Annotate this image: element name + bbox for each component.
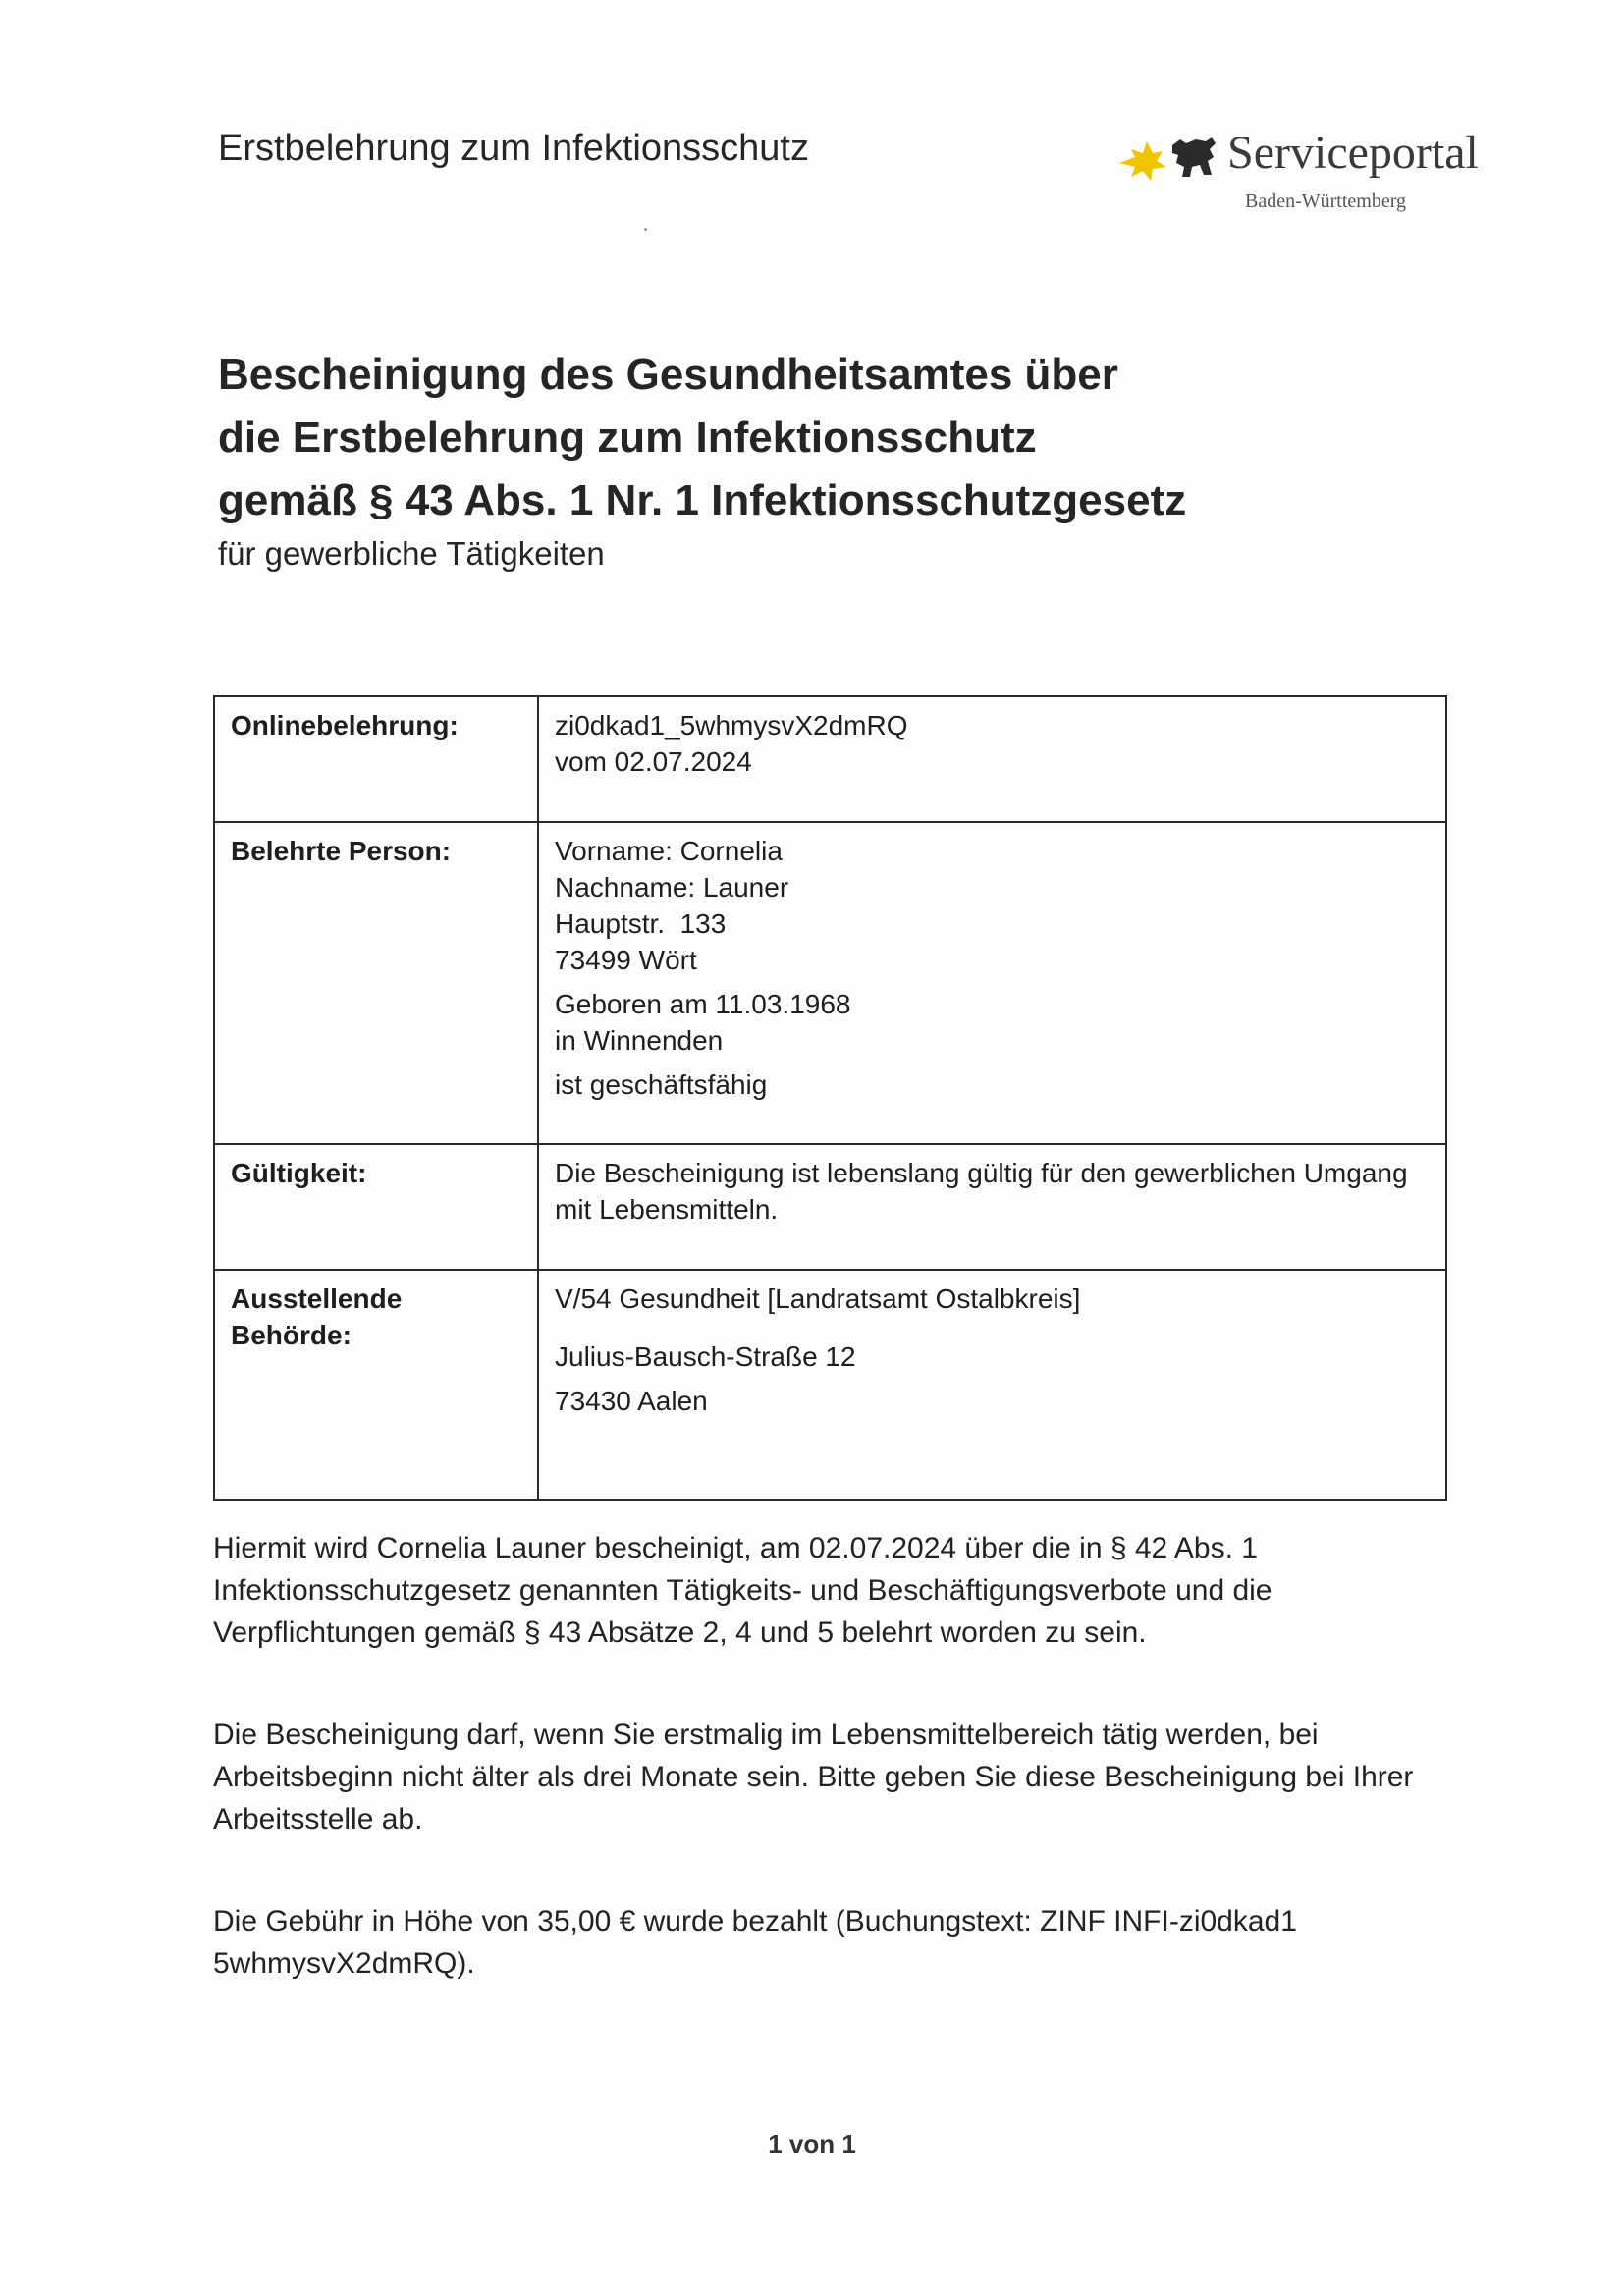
value-person — [538, 822, 1446, 1144]
value-online — [538, 696, 1446, 822]
online-date: vom 02.07.2024 — [555, 746, 752, 777]
validity-note-paragraph: Die Bescheinigung darf, wenn Sie erstmalig im Lebensmittelbereich tätig werden, bei Arbeitsbeginn nicht älter als drei Monate sein. Bitte geben Sie diese Bescheinigung bei Ihrer Arbeitsstelle ab. — [213, 1719, 1414, 1835]
fee-paragraph: Die Gebühr in Höhe von 35,00 € wurde bezahlt (Buchungstext: ZINF INFI-zi0dkad1 5whmysvX2dmRQ). — [213, 1905, 1297, 1980]
label-online: Onlinebelehrung: — [214, 696, 538, 822]
document-header-title: Erstbelehrung zum Infektionsschutz — [218, 128, 809, 169]
confirmation-paragraph: Hiermit wird Cornelia Launer bescheinigt, am 02.07.2024 über die in § 42 Abs. 1 Infektionsschutzgesetz genannten Tätigkeits- und Beschäftigungsverbote und die Verpflichtungen gemäß § 43 Absätze 2, 4 und 5 belehrt worden zu sein. — [213, 1532, 1272, 1649]
certificate-details-table — [213, 695, 1447, 1501]
authority-name: V/54 Gesundheit [Landratsamt Ostalbkreis] — [555, 1284, 1081, 1314]
person-born: Geboren am 11.03.1968 — [555, 989, 851, 1019]
label-validity: Gültigkeit: — [214, 1144, 538, 1270]
label-authority-line-2: Behörde: — [231, 1320, 352, 1350]
online-id: zi0dkad1_5whmysvX2dmRQ — [555, 710, 908, 740]
heading-line-2: die Erstbelehrung zum Infektionsschutz — [218, 413, 1037, 462]
value-validity: Die Bescheinigung ist lebenslang gültig für den gewerblichen Umgang mit Lebensmitteln. — [538, 1144, 1446, 1270]
person-street: Hauptstr. 133 — [555, 908, 727, 939]
logo-subtitle: Baden-Württemberg — [1244, 191, 1406, 212]
lion-emblem-icon — [1117, 128, 1225, 196]
label-authority-line-1: Ausstellende — [231, 1284, 403, 1314]
person-lastname: Nachname: Launer — [555, 872, 789, 902]
table-row-authority — [214, 1270, 1446, 1500]
page-number: 1 von 1 — [768, 2129, 856, 2159]
authority-street: Julius-Bausch-Straße 12 — [555, 1341, 856, 1372]
label-authority — [214, 1270, 538, 1500]
table-row-validity — [214, 1144, 1446, 1270]
authority-city: 73430 Aalen — [555, 1386, 708, 1416]
heading-line-1: Bescheinigung des Gesundheitsamtes über — [218, 351, 1118, 399]
speck — [644, 228, 647, 231]
person-capacity: ist geschäftsfähig — [555, 1069, 768, 1100]
person-city: 73499 Wört — [555, 945, 697, 975]
person-firstname: Vorname: Cornelia — [555, 836, 783, 866]
certificate-subheading: für gewerbliche Tätigkeiten — [218, 535, 605, 572]
label-person: Belehrte Person: — [214, 822, 538, 1144]
serviceportal-logo — [1117, 122, 1490, 220]
heading-line-3: gemäß § 43 Abs. 1 Nr. 1 Infektionsschutzgesetz — [218, 476, 1187, 524]
table-row-online — [214, 696, 1446, 822]
logo-name: Serviceportal — [1227, 127, 1479, 179]
person-birthplace: in Winnenden — [555, 1025, 724, 1056]
certificate-heading — [218, 344, 1186, 532]
value-authority — [538, 1270, 1446, 1500]
table-row-person — [214, 822, 1446, 1144]
